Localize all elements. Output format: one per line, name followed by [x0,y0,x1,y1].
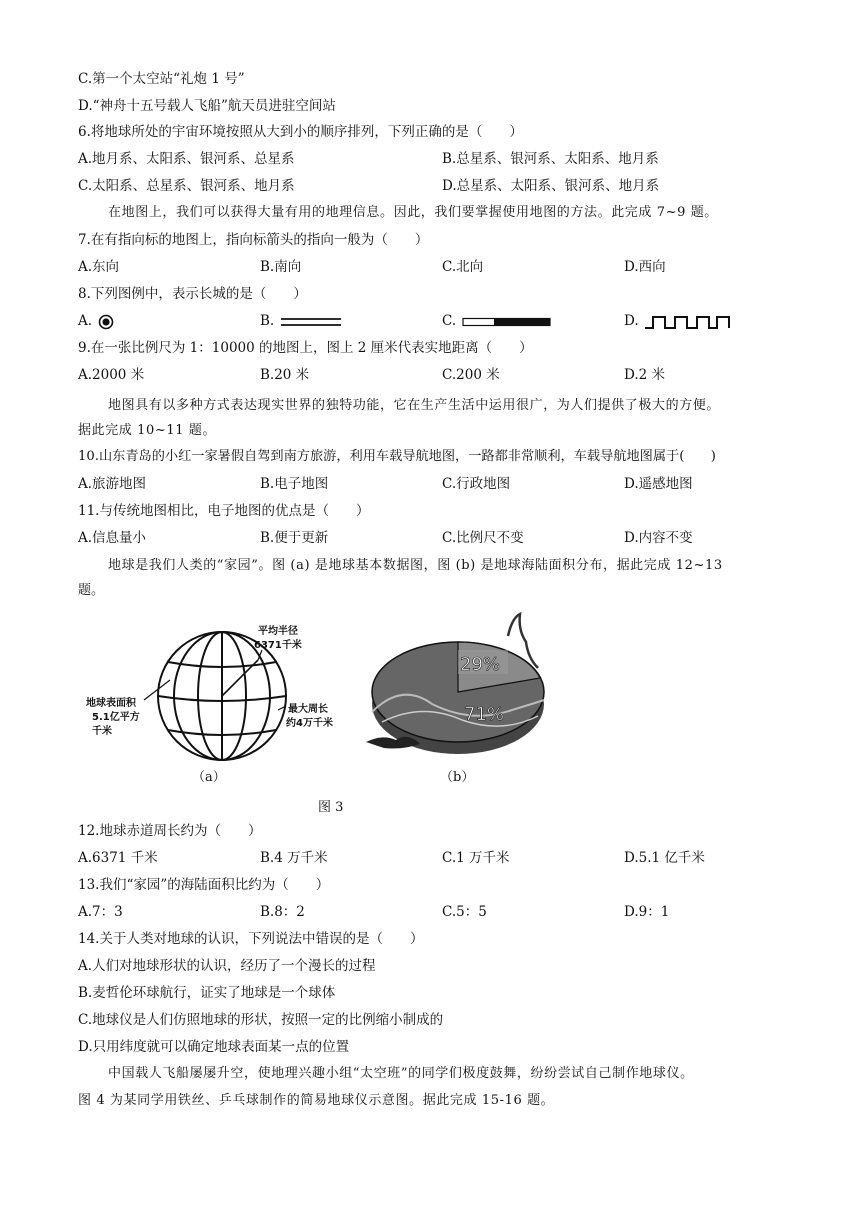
intro-paragraph: 在地图上，我们可以获得大量有用的地理信息。因此，我们要掌握使用地图的方法。此完成 7~9 题。 [108,205,718,220]
land-ocean-pie-figure [362,612,562,762]
q9-option-a: A.2000 米 [78,367,145,383]
q7-option-a: A.东向 [78,259,120,275]
question-11: 11.与传统地图相比，电子地图的优点是（ ） [78,503,370,519]
option-line: C.第一个太空站“礼炮 1 号” [78,71,245,87]
q11-option-b: B.便于更新 [260,530,329,546]
option-line: D.“神舟十五号载人飞船”航天员进驻空间站 [78,98,336,114]
q11-option-d: D.内容不变 [624,530,693,546]
intro-paragraph-cont: 图 4 为某同学用铁丝、乒乓球制作的简易地球仪示意图。据此完成 15-16 题。 [78,1093,555,1108]
question-6: 6.将地球所处的宇宙环境按照从大到小的顺序排列，下列正确的是（ ） [78,124,523,140]
radius-label-2: 6371千米 [254,640,302,651]
question-7: 7.在有指向标的地图上，指向标箭头的指向一般为（ ） [78,232,429,248]
question-9: 9.在一张比例尺为 1：10000 的地图上，图上 2 厘米代表实地距离（ ） [78,340,533,356]
q7-option-d: D.西向 [624,259,666,275]
q13-option-b: B.8：2 [260,904,305,920]
q12-option-d: D.5.1 亿千米 [624,850,705,866]
q8-option-c-label: C. [442,313,457,329]
area-label-1: 地球表面积 [86,698,136,709]
question-8: 8.下列图例中，表示长城的是（ ） [78,286,307,302]
intro-paragraph: 地图具有以多种方式表达现实世界的独特功能，它在生产生活中运用很广，为人们提供了极大的方便。 [108,398,721,413]
q10-option-d: D.遥感地图 [624,476,693,492]
capital-city-symbol-icon [98,314,114,330]
q8-option-b-label: B. [260,313,275,329]
circ-label-1: 最大周长 [288,704,328,715]
q6-option-a: A.地月系、太阳系、银河系、总星系 [78,151,295,167]
railway-symbol-icon [462,315,552,329]
dolphin-icon [366,737,420,749]
q10-option-c: C.行政地图 [442,476,511,492]
q8-option-d [624,312,731,330]
q6-option-b: B.总星系、银河系、太阳系、地月系 [442,151,659,167]
q8-option-a-label: A. [78,313,93,329]
great-wall-symbol-icon [645,314,731,330]
q10-option-a: A.旅游地图 [78,476,147,492]
q12-option-b: B.4 万千米 [260,850,328,866]
ocean-percent-label: 71% [464,704,505,725]
double-line-road-symbol-icon [281,315,343,329]
q6-option-c: C.太阳系、总星系、银河系、地月系 [78,178,295,194]
land-percent-label: 29% [460,654,501,675]
q14-option-c: C.地球仪是人们仿照地球的形状，按照一定的比例缩小制成的 [78,1012,444,1028]
area-label-2: 5.1亿平方 [92,712,140,723]
q9-option-c: C.200 米 [442,367,500,383]
intro-paragraph: 地球是我们人类的“家园”。图 (a) 是地球基本数据图，图 (b) 是地球海陆面积分布，据此完成 12~13 [108,558,723,573]
q13-option-a: A.7：3 [78,904,123,920]
earth-data-figure [82,620,362,770]
q9-option-b: B.20 米 [260,367,310,383]
q8-option-b [260,312,343,330]
area-label-3: 千米 [92,726,112,737]
q9-option-d: D.2 米 [624,367,666,383]
radius-label-1: 平均半径 [258,626,298,637]
figure-b-caption: （b） [440,770,475,785]
q14-option-b: B.麦哲伦环球航行，证实了地球是一个球体 [78,985,336,1001]
q8-option-c [442,312,552,330]
q10-option-b: B.电子地图 [260,476,329,492]
q7-option-b: B.南向 [260,259,302,275]
q11-option-c: C.比例尺不变 [442,530,524,546]
intro-paragraph-cont: 据此完成 10~11 题。 [78,423,217,438]
q8-option-d-label: D. [624,313,639,329]
figure-caption: 图 3 [318,800,344,815]
q13-option-c: C.5：5 [442,904,487,920]
intro-paragraph: 中国载人飞船屡屡升空，使地理兴趣小组“太空班”的同学们极度鼓舞，纷纷尝试自己制作地球仪。 [108,1066,694,1081]
q6-option-d: D.总星系、太阳系、银河系、地月系 [442,178,660,194]
intro-paragraph-cont: 题。 [78,583,105,598]
q13-option-d: D.9：1 [624,904,670,920]
question-13: 13.我们“家园”的海陆面积比约为（ ） [78,877,330,893]
q12-option-a: A.6371 千米 [78,850,158,866]
question-10: 10.山东青岛的小红一家暑假自驾到南方旅游，利用车载导航地图，一路都非常顺利，车载导航地图属于( ) [78,449,716,464]
question-12: 12.地球赤道周长约为（ ） [78,823,262,839]
q8-option-a [78,312,114,330]
circ-label-2: 约4万千米 [286,718,333,729]
radius-leader [222,660,258,696]
q11-option-a: A.信息量小 [78,530,147,546]
q7-option-c: C.北向 [442,259,484,275]
q14-option-d: D.只用纬度就可以确定地球表面某一点的位置 [78,1039,350,1055]
figure-a-caption: （a） [192,770,226,785]
question-14: 14.关于人类对地球的认识，下列说法中错误的是（ ） [78,931,424,947]
q14-option-a: A.人们对地球形状的认识，经历了一个漫长的过程 [78,958,376,974]
q12-option-c: C.1 万千米 [442,850,510,866]
